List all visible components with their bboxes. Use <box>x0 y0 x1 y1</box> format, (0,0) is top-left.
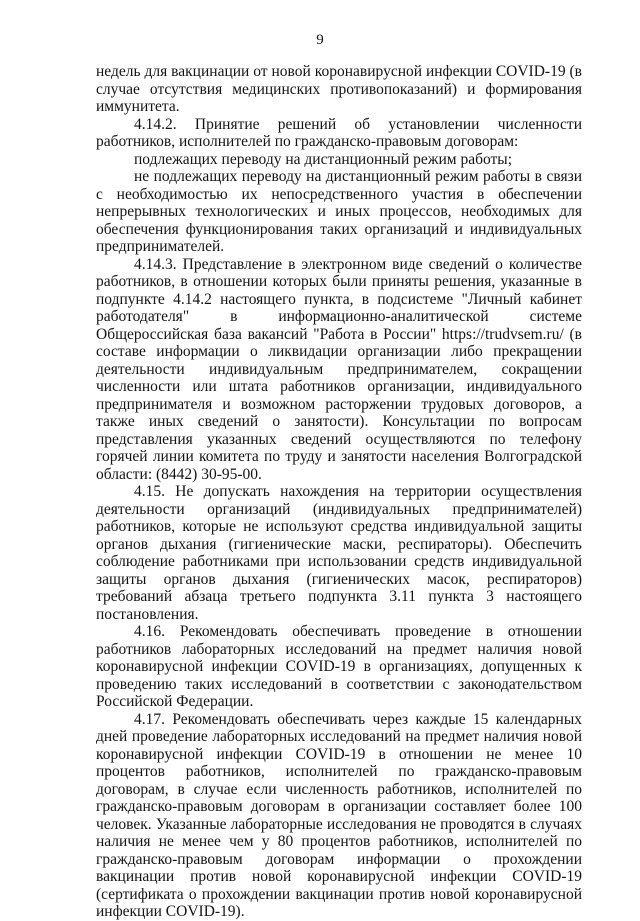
paragraph-4-14-2: 4.14.2. Принятие решений об установлении численности работников, исполнителей по гражданско-правовым договорам: <box>96 115 582 150</box>
paragraph-non-remote-work: не подлежащих переводу на дистанционный режим работы в связи с необходимостью их непосредственного участия в обеспечении непрерывных технологических и иных процессов, необходимых для обеспечения функционирования таких организаций и индивидуальных предпринимателей. <box>96 168 582 255</box>
paragraph-4-17: 4.17. Рекомендовать обеспечивать через каждые 15 календарных дней проведение лабораторных исследований на предмет наличия новой коронавирусной инфекции COVID-19 в отношении не менее 10 процентов работников, исполнителей по гражданско-правовым договорам, в случае если численность работников, исполнителей по гражданско-правовым договорам в организации составляет более 100 человек. Указанные лабораторные исследования не проводятся в случаях наличия не менее чем у 80 процентов работников, исполнителей по гражданско-правовым договорам информации о прохождении вакцинации против новой коронавирусной инфекции COVID-19 (сертификата о прохождении вакцинации против новой коронавирусной инфекции COVID-19). <box>96 710 582 920</box>
document-body <box>96 63 582 921</box>
paragraph-vaccination-continuation: недель для вакцинации от новой коронавирусной инфекции COVID-19 (в случае отсутствия медицинских противопоказаний) и формирования иммунитета. <box>96 63 582 115</box>
paragraph-4-14-3: 4.14.3. Представление в электронном виде сведений о количестве работников, в отношении которых были приняты решения, указанные в подпункте 4.14.2 настоящего пункта, в подсистеме "Личный кабинет работодателя" в информационно-аналитической системе Общероссийская база вакансий "Работа в России" https://trudvsem.ru/ (в составе информации о ликвидации организации либо прекращении деятельности индивидуальным предпринимателем, сокращении численности или штата работников организации, индивидуального предпринимателя и возможном расторжении трудовых договоров, а также иных сведений о занятости). Консультации по вопросам представления указанных сведений осуществляются по телефону горячей линии комитета по труду и занятости населения Волгоградской области: (8442) 30-95-00. <box>96 255 582 483</box>
page-number: 9 <box>316 32 324 48</box>
paragraph-remote-work: подлежащих переводу на дистанционный режим работы; <box>134 150 513 168</box>
paragraph-4-15: 4.15. Не допускать нахождения на территории осуществления деятельности организаций (индивидуальных предпринимателей) работников, которые не используют средства индивидуальной защиты органов дыхания (гигиенические маски, респираторы). Обеспечить соблюдение работниками при использовании средств индивидуальной защиты органов дыхания (гигиенических масок, респираторов) требований абзаца третьего подпункта 3.11 пункта 3 настоящего постановления. <box>96 483 582 623</box>
paragraph-4-16: 4.16. Рекомендовать обеспечивать проведение в отношении работников лабораторных исследований на предмет наличия новой коронавирусной инфекции COVID-19 в организациях, допущенных к проведению таких исследований в соответствии с законодательством Российской Федерации. <box>96 623 582 710</box>
